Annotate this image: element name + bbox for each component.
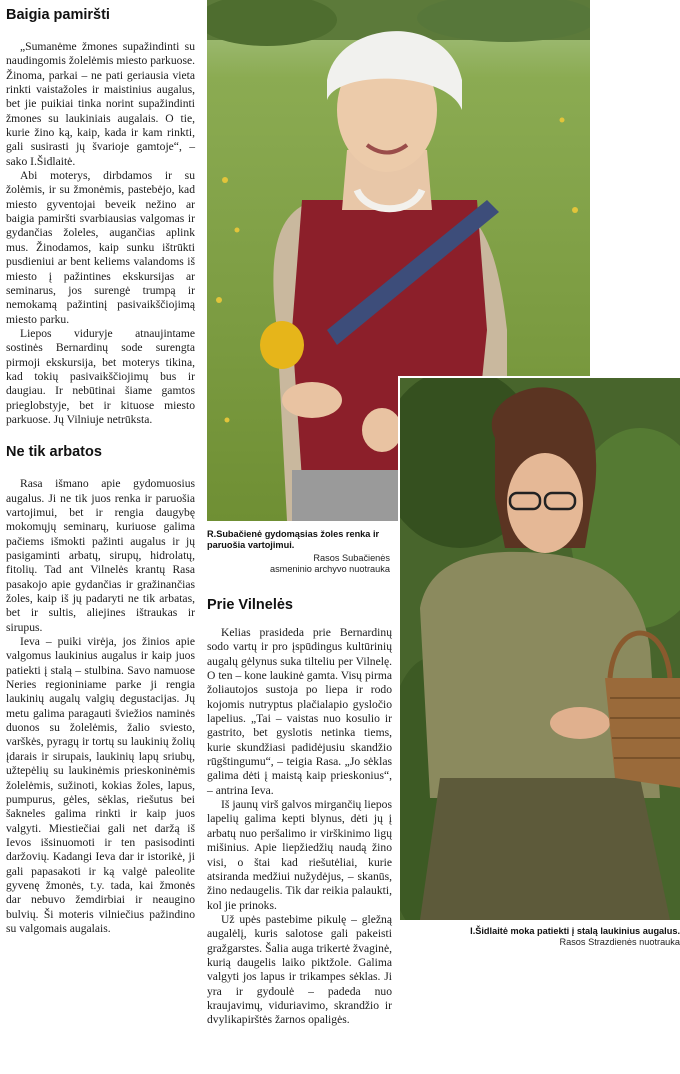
section-heading-prie-vilneles: Prie Vilnelės (207, 597, 293, 613)
photo-credit-line: Rasos Subačienės (313, 553, 390, 563)
photo-credit-line: asmeninio archyvo nuotrauka (269, 564, 390, 574)
caption-photo-1 (207, 529, 390, 575)
left-column (6, 6, 195, 936)
paragraph: Kelias prasideda prie Bernardinų sodo vartų ir pro įspūdingus kultūrinių augalų gėlynus suka tilteliu per Vilnelę. O ten – kone laukinė gamta. Visų pirma žoliautojos sustoja po liepa ir rodo kojomis nutryptus plačialapio gysločio lapelius. „Tai – vaistas nuo kosulio ir gastrito, bet gyslotis netinka tiems, kurie skundžiasi padidėjusiu skandžio rūgštingumu“, – teigia Rasa. „Jo sėklas galima dėti į maistą kaip prieskonius“, – antrina Ieva. (207, 626, 392, 797)
caption-text: I.Šidlaitė moka patiekti į stalą laukinius augalus. (470, 926, 680, 936)
paragraph: Ieva – puiki virėja, jos žinios apie valgomus laukinius augalus ir kaip juos patiekti į stalą – stulbina. Savo namuose Neries regioniniame parke ji rengia laukinių augalų valgių degustacijas. Jų metu galima paragauti šviežios naminės duonos su žolelėmis, žalio sviesto, varškės, pyragų ir tortų su laukinių žolių įdarais ir sirupais, laukinių lapų sriubų, užtepėlių su laukinėmis prieskoninėmis žolelėmis, sužinoti, kokias žoles, lapus, pumpurus, gėles, sėklas, riešutus bei šakneles galima rinkti ir kaip juos valgyti. Miestiečiai gali net daržą iš Ievos išsinuomoti ir ten pasisodinti daržovių. Kadangi Ieva dar ir istorikė, ji gali papasakoti ir ką valgė paleolite gyvenę žmonės, t.y. tada, kai žmonės dar nebuvo žemdirbiai ir neaugino bulvių. Ši moteris vilniečius pažindino su valgomais augalais. (6, 635, 195, 935)
caption-photo-2 (410, 926, 680, 948)
photo-credit-line: Rasos Strazdienės nuotrauka (559, 937, 680, 947)
photo-ieva-sidlaite (398, 376, 680, 920)
caption-text: R.Subačienė gydomąsias žoles renka ir paruošia vartojimui. (207, 529, 380, 550)
section-heading-baigia-pamirsti: Baigia pamiršti (6, 7, 110, 23)
paragraph: „Sumanėme žmones supažindinti su naudingomis žolelėmis miesto parkuose. Žinoma, parkai – ne pati geriausia vieta rinkti vaistažoles ir maistinius augalus, bet jie puikiai tinka norint supažindinti žmones su laukiniais augalais. O tie, kurie žino ką, kaip, kada ir kam rinkti, gali susirasti jų švarioje gamtoje“, – sako I.Šidlaitė. (6, 40, 195, 168)
section-heading-ne-tik-arbatos: Ne tik arbatos (6, 444, 102, 461)
paragraph: Iš jaunų virš galvos mirgančių liepos lapelių galima kepti blynus, dėti jų į arbatų nuo peršalimo ir virškinimo ligų mišinius. Apie liepžiedžių naudą žino visi, o štai kad riešutėliai, kurie atsiranda medžiui nužydėjus, – skanūs, žino nedaugelis. Tik dar reikia palaukti, kol jie prinoks. (207, 798, 392, 912)
paragraph: Rasa išmano apie gydomuosius augalus. Ji ne tik juos renka ir paruošia vartojimui, bet ir rengia daugybę mokomųjų seminarų, kuriuose galima pačiems išmokti pažinti augalus ir jų pasigaminti arbatų, sirupų, hidrolatų, fitolių. Tad ant Vilnelės krantų Rasa pasakojo apie gydančias ir gražinančias žoles, kaip iš jų padaryti ne tik arbatas, bet ir sultis, aliejines ištraukas ir sirupus. (6, 477, 195, 634)
paragraph: Abi moterys, dirbdamos ir su žolėmis, ir su žmonėmis, pastebėjo, kad miesto gyventojai beveik nežino ar baigia pamiršti svarbiausias valgomas ir gydančias žoleles, augančias aplink mus. Žinodamos, kaip sunku ištrūkti pusdieniui ar bent keliems valandoms iš miesto į pažintines ekskursijas ar seminarus, jos surengė trumpą ir nemokamą pažintinį pasivaikščiojimą miesto parku. (6, 169, 195, 326)
paragraph: Liepos viduryje atnaujintame sostinės Bernardinų sode surengta pirmoji ekskursija, bet moterys tikina, kad tokių pasivaikščiojimų bus ir daugiau. Ir nebūtinai šiame gamtos prieglobstyje, bet ir kituose miesto parkuose. Jų Vilniuje netrūksta. (6, 326, 195, 426)
middle-column (207, 596, 392, 1028)
paragraph: Už upės pastebime pikulę – gležną augalėlį, kuris salotose gali pakeisti gražgarstes. Šalia auga trikertė žvaginė, kurią daugelis laiko piktžole. Galima valgyti jos lapus ir trikampes sėklas. Ji yra ir gydoulė – padeda nuo kraujavimų, viduriavimo, skrandžio ir dvylikapirštės žarnos opaligės. (207, 912, 392, 1027)
